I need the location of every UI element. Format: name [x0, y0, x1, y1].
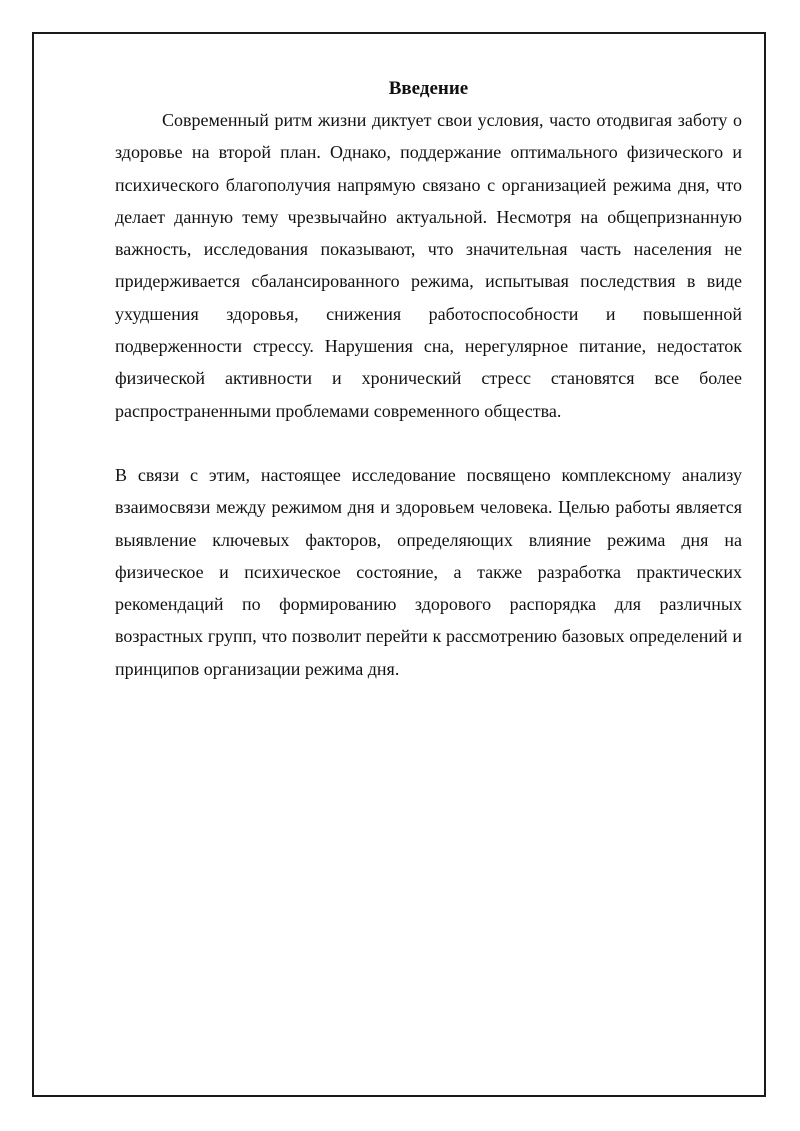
document-body: [115, 74, 742, 685]
intro-paragraph-1: Современный ритм жизни диктует свои условия, часто отодвигая заботу о здоровье на второй план. Однако, поддержание оптимального физического и психического благополучия напрямую связано с организацией режима дня, что делает данную тему чрезвычайно актуальной. Несмотря на общепризнанную важность, исследования показывают, что значительная часть населения не придерживается сбалансированного режима, испытывая последствия в виде ухудшения здоровья, снижения работоспособности и повышенной подверженности стрессу. Нарушения сна, нерегулярное питание, недостаток физической активности и хронический стресс становятся все более распространенными проблемами современного общества.: [115, 110, 742, 421]
intro-paragraph-2: В связи с этим, настоящее исследование посвящено комплексному анализу взаимосвязи между режимом дня и здоровьем человека. Целью работы является выявление ключевых факторов, определяющих влияние режима дня на физическое и психическое состояние, а также разработка практических рекомендаций по формированию здорового распорядка для различных возрастных групп, что позволит перейти к рассмотрению базовых определений и принципов организации режима дня.: [115, 464, 742, 679]
paragraph-spacer: [115, 427, 742, 459]
section-heading: Введение: [388, 78, 469, 99]
